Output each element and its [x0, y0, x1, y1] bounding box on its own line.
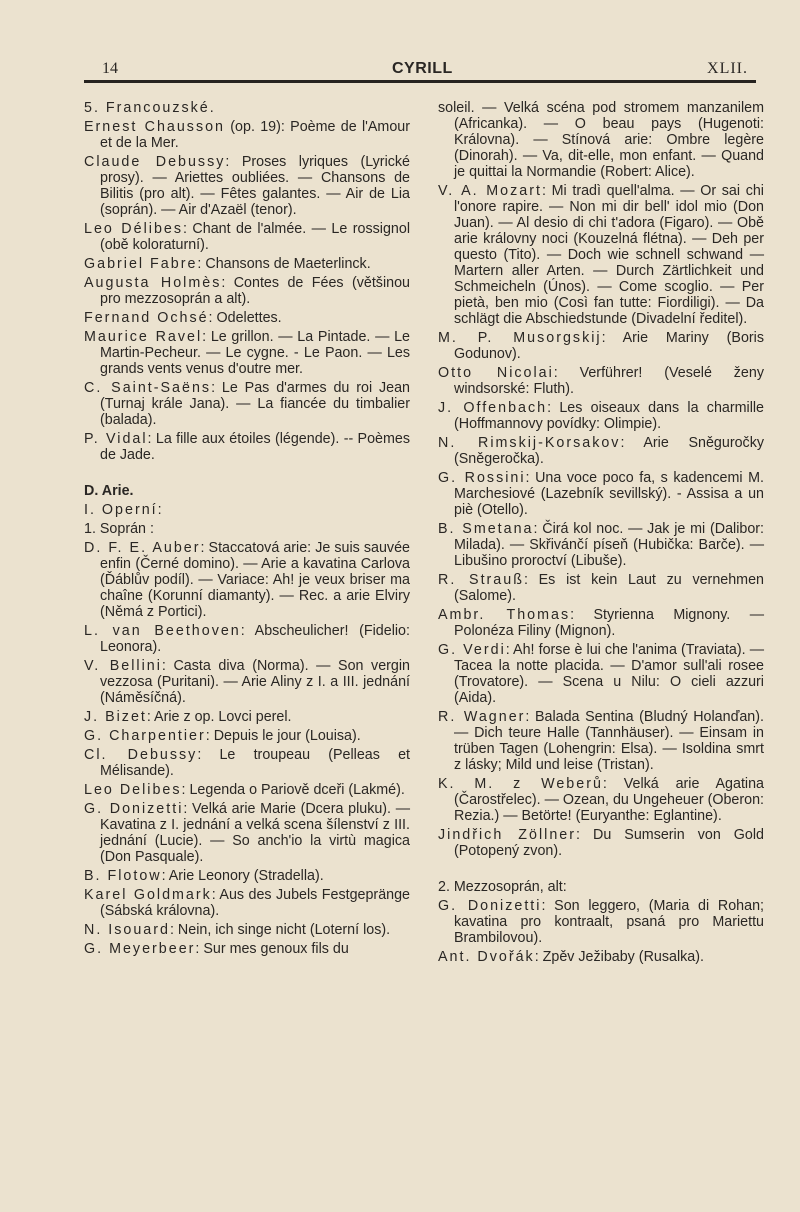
entry — [84, 329, 410, 377]
entry-text: : Ah! forse è lui che l'anima (Traviata). — Tacea la notte placida. — D'amor sull'ali rosee (Trovatore). — Scena u Nilu: O cieli azzuri (Aida). — [454, 642, 764, 706]
entry — [438, 827, 764, 859]
entry-text: (op. 19): Poème de l'Amour et de la Mer. — [100, 119, 410, 151]
entry — [438, 898, 764, 946]
entry-text: : Son leggero, (Maria di Rohan; kavatina pro kontraalt, psaná pro Mariettu Brambilovou). — [454, 898, 764, 946]
entry — [438, 330, 764, 362]
composer-name: J. Bizet — [84, 709, 147, 725]
composer-name: Leo Delibes — [84, 782, 182, 798]
composer-name: C. Saint-Saëns — [84, 380, 212, 396]
entry — [84, 275, 410, 307]
entry — [84, 941, 410, 957]
entry-text: : Styrienna Mignony. — Polonéza Filiny (Mignon). — [454, 607, 764, 639]
composer-name: Gabriel Fabre — [84, 256, 198, 272]
composer-name: J. Offenbach — [438, 400, 548, 416]
entry-text: : Nein, ich singe nicht (Loterní los). — [169, 922, 391, 938]
composer-name: Otto Nicolai — [438, 365, 554, 381]
right-column — [438, 100, 764, 968]
entry-text: soleil. — Velká scéna pod stromem manzanilem (Africanka). — O beau pays (Hugenoti: Královna). — Stínová arie: Ombre legère (Dinorah). — Va, dit-elle, mon enfant. — Quand je quittai la Normandie (Robert: Alice). — [438, 100, 764, 180]
entry-text: : Odelettes. — [208, 310, 282, 326]
entry — [84, 922, 410, 938]
composer-name: Ant. Dvořák — [438, 949, 535, 965]
composer-name: Claude Debussy — [84, 154, 226, 170]
entry — [438, 521, 764, 569]
entry-text: : Zpěv Ježibaby (Rusalka). — [534, 949, 704, 965]
entry-text: : La fille aux étoiles (légende). -- Poèmes de Jade. — [100, 431, 411, 463]
entry-text: : Legenda o Pariově dceři (Lakmé). — [181, 782, 405, 798]
mezzo-heading: 2. Mezzosoprán, alt: — [438, 879, 567, 895]
entry — [84, 801, 410, 865]
entry-text: : Arie Sněguročky (Sněgeročka). — [454, 435, 764, 467]
entry — [438, 949, 764, 965]
entry — [438, 400, 764, 432]
composer-name: Jindřich Zöllner — [438, 827, 576, 843]
entry-text: : Velká arie Marie (Dcera pluku). — Kavatina z I. jednání a velká scena šílenství z III. jednání (Lucie). — So anch'io la virtù magica (Don Pasquale). — [100, 801, 410, 865]
entry — [438, 709, 764, 773]
composer-name: V. Bellini — [84, 658, 162, 674]
composer-name: G. Verdi — [438, 642, 506, 658]
entry — [84, 119, 410, 151]
composer-name: K. M. z Weberů — [438, 776, 603, 792]
composer-name: B. Smetana — [438, 521, 534, 537]
entry-text: : Staccatová arie: Je suis sauvée enfin (Černé domino). — Arie a kavatina Carlova (Ďáblův podíl). — Variace: Ah! je veux briser ma chaîne (Korunní diamanty). — Rec. a arie Elviry (Němá z Portici). — [100, 540, 410, 620]
entry-text: : Arie Leonory (Stradella). — [161, 868, 324, 884]
entry — [438, 365, 764, 397]
header-rule — [84, 80, 756, 83]
left-column — [84, 100, 410, 960]
entry-text: : Le troupeau (Pelleas et Mélisande). — [100, 747, 411, 779]
composer-name: R. Wagner — [438, 709, 526, 725]
entry-text: : Čirá kol noc. — Jak je mi (Dalibor: Milada). — Skřivánčí píseň (Hubička: Barče). — Libušino proroctví (Libuše). — [454, 521, 765, 569]
entry — [438, 470, 764, 518]
entry — [84, 540, 410, 620]
composer-name: Ernest Chausson — [84, 119, 225, 135]
entry-text: : Du Sumserin von Gold (Potopený zvon). — [454, 827, 764, 859]
journal-title: CYRILL — [392, 60, 453, 77]
entry-text: : Abscheulicher! (Fidelio: Leonora). — [100, 623, 410, 655]
soprano-list-right — [438, 100, 764, 859]
composer-name: Cl. Debussy — [84, 747, 198, 763]
page-header — [84, 56, 754, 82]
composer-name: G. Donizetti — [438, 898, 542, 914]
composer-name: N. Rimskij-Korsakov — [438, 435, 621, 451]
composer-name: G. Charpentier — [84, 728, 206, 744]
entry — [84, 782, 410, 798]
section-title: 5. Francouzské. — [84, 100, 216, 116]
entry-text: : Le Pas d'armes du roi Jean (Turnaj krále Jana). — La fiancée du timbalier (balada). — [100, 380, 410, 428]
composer-name: Fernand Ochsé — [84, 310, 209, 326]
entry-text: : Verführer! (Veselé ženy windsorské: Fluth). — [454, 365, 764, 397]
composer-name: Augusta Holmès — [84, 275, 222, 291]
entry — [84, 154, 410, 218]
composer-name: L. van Beethoven — [84, 623, 241, 639]
entry-text: : Depuis le jour (Louisa). — [205, 728, 361, 744]
entry-text: : Balada Sentina (Bludný Holanďan). — Dich teure Halle (Tannhäuser). — Einsam in trüben Tagen (Lohengrin: Elsa). — Isoldina smrt z lásky; Mild und leise (Tristan). — [454, 709, 764, 773]
entry — [438, 776, 764, 824]
entry — [84, 221, 410, 253]
entry — [438, 100, 764, 180]
mezzo-list — [438, 898, 764, 965]
entry-text: : Arie z op. Lovci perel. — [146, 709, 292, 725]
entry — [84, 256, 410, 272]
entry-text: : Una voce poco fa, s kadencemi M. Marchesiové (Lazebník sevillský). - Assisa a un piè (Otello). — [454, 470, 764, 518]
entry-text: : Proses lyriques (Lyrické prosy). — Ariettes oubliées. — Chansons de Bilitis (pro alt). — Fêtes galantes. — Air de Lia (soprán). — Air d'Azaël (tenor). — [100, 154, 410, 218]
entry — [438, 642, 764, 706]
composer-name: Karel Goldmark — [84, 887, 212, 903]
composer-name: Leo Délibes — [84, 221, 183, 237]
entry-text: : Aus des Jubels Festgepränge (Sábská královna). — [100, 887, 410, 919]
composer-name: D. F. E. Auber — [84, 540, 201, 556]
entry — [84, 623, 410, 655]
composer-name: M. P. Musorgskij — [438, 330, 602, 346]
soprano-heading: 1. Soprán : — [84, 521, 154, 537]
composer-name: Ambr. Thomas — [438, 607, 571, 623]
entry — [84, 747, 410, 779]
composer-name: B. Flotow — [84, 868, 162, 884]
entry — [84, 310, 410, 326]
volume-number: XLII. — [707, 60, 748, 77]
entry — [84, 868, 410, 884]
soprano-list-left — [84, 540, 410, 957]
composer-name: V. A. Mozart — [438, 183, 542, 199]
entry — [438, 572, 764, 604]
entry-text: : Sur mes genoux fils du — [195, 941, 349, 957]
entry — [438, 183, 764, 327]
entry — [438, 435, 764, 467]
entry-text: : Mi tradì quell'alma. — Or sai chi l'onore rapire. — Non mi dir bell' idol mio (Don Juan). — Al desio di chi t'adora (Figaro). — Obě arie královny noci (Kouzelná flétna). — Deh per questo (Tito). — Doch wie schnell schwand — Martern aller Arten. — Durch Zärtlichkeit und Schmeicheln (Únos). — Come scoglio. — Per pietà, ben mio (Così fan tutte: Fiordiligi). — Da schlägt die Abschiedstunde (Divadelní ředitel). — [454, 183, 764, 327]
entry — [84, 380, 410, 428]
entry-text: : Le grillon. — La Pintade. — Le Martin-Pecheur. — Le cygne. - Le Paon. — Les grands vents venus d'outre mer. — [100, 329, 411, 377]
entry — [84, 887, 410, 919]
composer-name: P. Vidal — [84, 431, 148, 447]
entry-text: : Contes de Fées (většinou pro mezzosoprán a alt). — [100, 275, 410, 307]
entry — [84, 728, 410, 744]
page-number: 14 — [102, 60, 118, 77]
entry-text: : Arie Mariny (Boris Godunov). — [454, 330, 764, 362]
composer-name: N. Isouard — [84, 922, 170, 938]
arie-title: D. Arie. — [84, 483, 134, 499]
entry — [84, 431, 410, 463]
entry-text: : Chansons de Maeterlinck. — [197, 256, 371, 272]
entry — [438, 607, 764, 639]
french-list — [84, 119, 410, 463]
entry — [84, 709, 410, 725]
composer-name: G. Donizetti — [84, 801, 184, 817]
composer-name: Maurice Ravel — [84, 329, 203, 345]
composer-name: G. Meyerbeer — [84, 941, 196, 957]
entry-text: : Chant de l'almée. — Le rossignol (obě koloraturní). — [100, 221, 410, 253]
entry-text: : Es ist kein Laut zu vernehmen (Salome). — [454, 572, 764, 604]
composer-name: G. Rossini — [438, 470, 526, 486]
entry-text: : Casta diva (Norma). — Son vergin vezzosa (Puritani). — Arie Aliny z I. a III. jednání (Náměsíčná). — [100, 658, 410, 706]
operni-heading: I. Operní: — [84, 502, 164, 518]
entry-text: : Velká arie Agatina (Čarostřelec). — Ozean, du Ungeheuer (Oberon: Rezia.) — Betörte! (Euryanthe: Eglantine). — [454, 776, 764, 824]
entry-text: : Les oiseaux dans la charmille (Hoffmannovy povídky: Olimpie). — [454, 400, 764, 432]
composer-name: R. Strauß — [438, 572, 524, 588]
entry — [84, 658, 410, 706]
